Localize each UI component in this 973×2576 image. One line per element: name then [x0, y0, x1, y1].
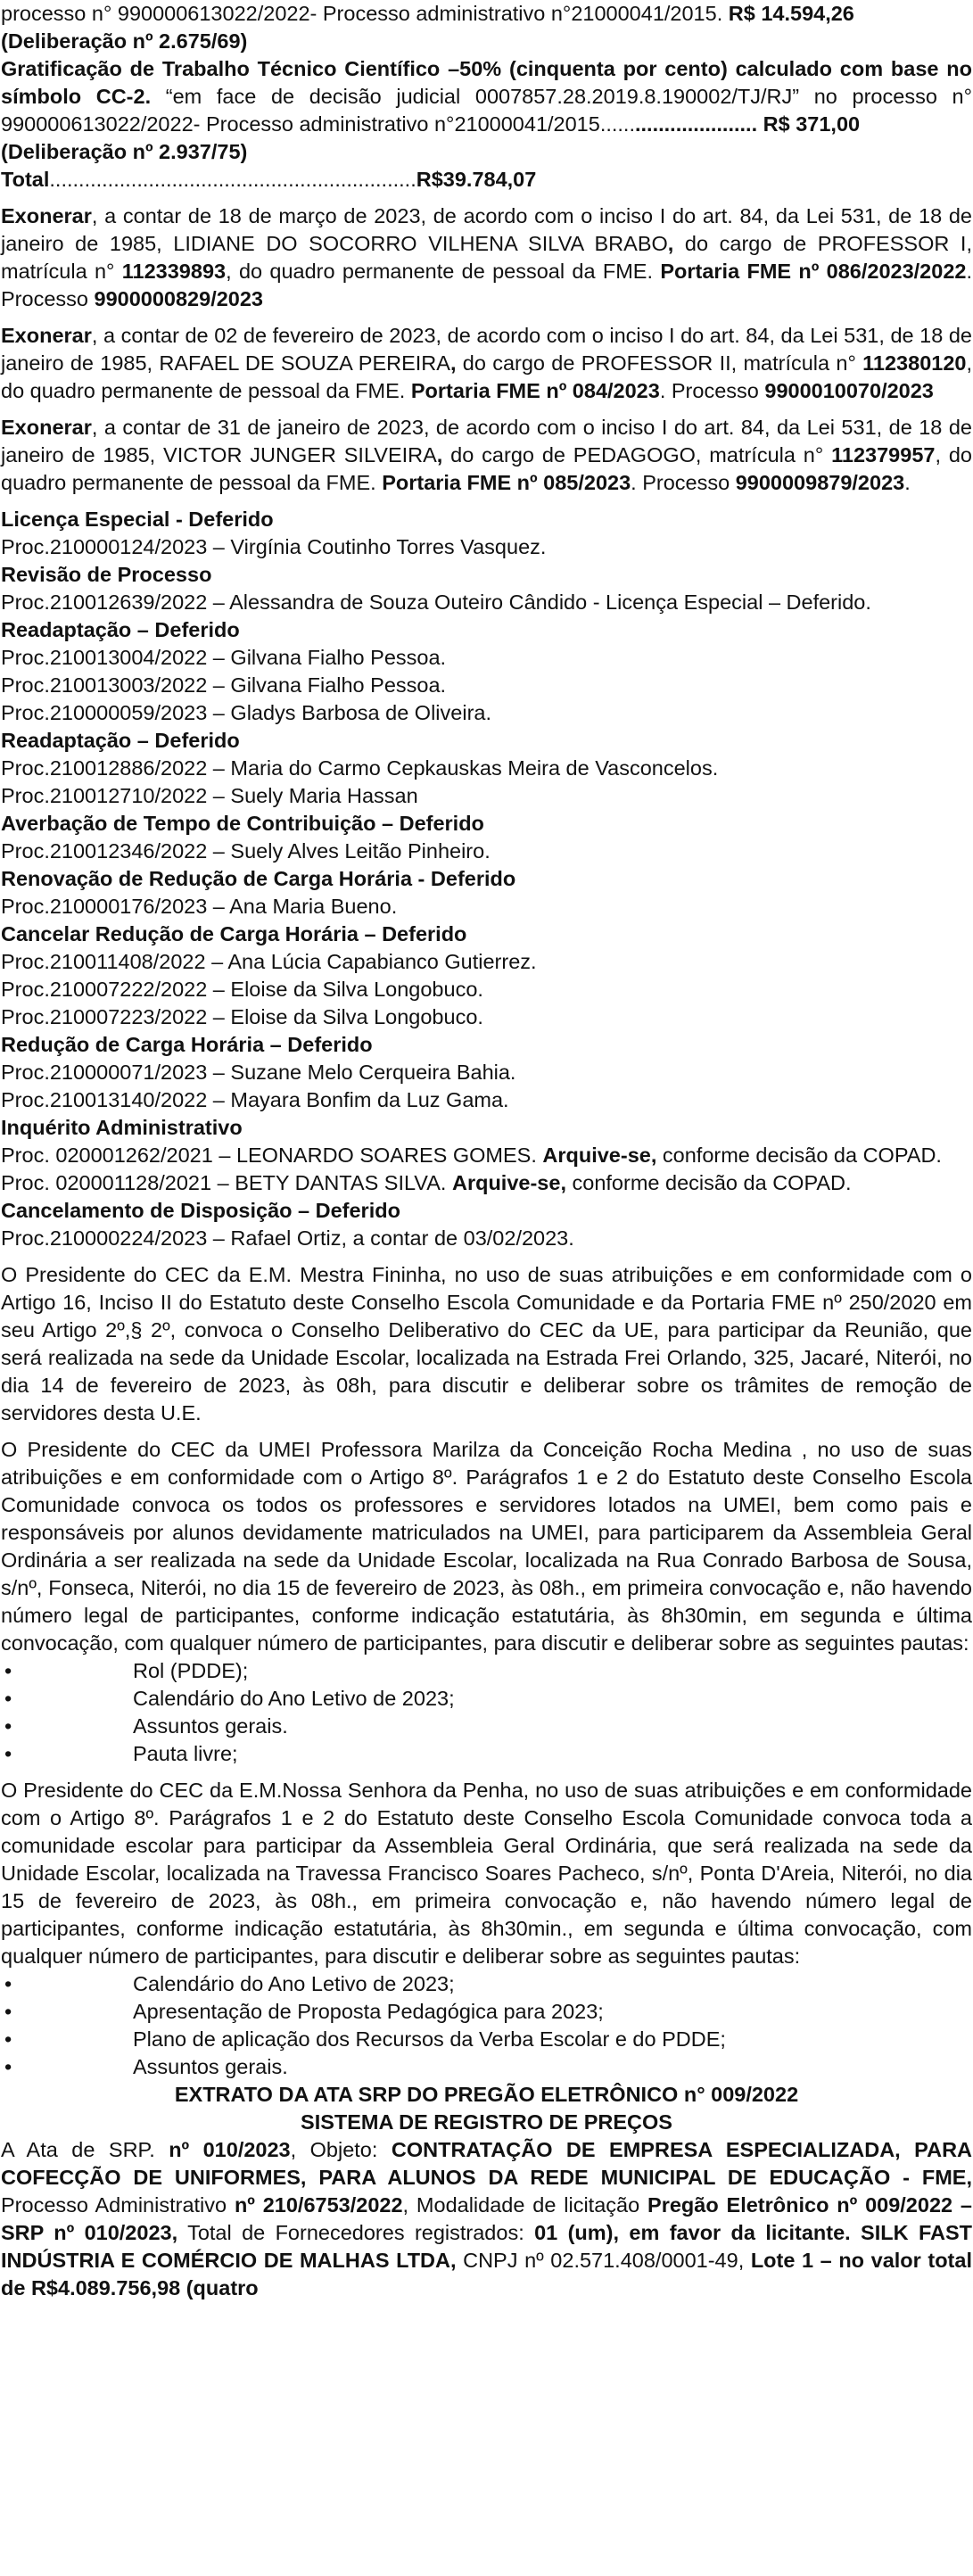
agenda-item: • Pauta livre;: [1, 1740, 972, 1768]
section-title-disposicao: Cancelamento de Disposição – Deferido: [1, 1199, 400, 1222]
paragraph-cec-penha: [1, 1777, 972, 2081]
lot: Lote 1: [750, 2249, 814, 2272]
list-item: Proc.210012346/2022 – Suely Alves Leitão Pinheiro.: [1, 839, 491, 863]
extrato-title: EXTRATO DA ATA SRP DO PREGÃO ELETRÔNICO n° 009/2022: [174, 2083, 799, 2106]
text-run: , do quadro permanente de pessoal da FME.: [1, 351, 973, 402]
text-run: do cargo de PROFESSOR II, matrícula n°: [456, 351, 863, 375]
list-item: Proc.210012639/2022 – Alessandra de Souza Outeiro Cândido - Licença Especial – Deferido.: [1, 590, 871, 614]
text-run: Proc. 020001128/2021 – BETY DANTAS SILVA.: [1, 1171, 452, 1194]
process-number: 9900000829/2023: [94, 287, 264, 310]
text-run: A Ata de SRP.: [1, 2138, 169, 2161]
text-run: “em face de decisão judicial 0007857.28.2019.8.190002/TJ/RJ” no processo n° 990000613022/2022- Processo administrativo n°21000041/2015......: [1, 85, 973, 136]
section-list: [1, 506, 972, 1252]
verb: Exonerar: [1, 204, 92, 227]
section-title-renovacao: Renovação de Redução de Carga Horária - Deferido: [1, 867, 516, 890]
text-run: , do quadro permanente de pessoal da FME.: [1, 443, 972, 494]
text-run: do cargo de PROFESSOR I, matrícula n°: [1, 232, 972, 283]
list-item: Proc.210012886/2022 – Maria do Carmo Cepkauskas Meira de Vasconcelos.: [1, 756, 719, 780]
text-run: do cargo de PEDAGOGO, matrícula n°: [442, 443, 832, 466]
list-item: Proc.210013140/2022 – Mayara Bonfim da Luz Gama.: [1, 1088, 509, 1111]
ata-number: nº 010/2023: [169, 2138, 291, 2161]
verb: Exonerar: [1, 324, 92, 347]
portaria-ref: Portaria FME nº 085/2023: [382, 471, 631, 494]
text-run: , Objeto:: [290, 2138, 392, 2161]
list-item: Proc.210013004/2022 – Gilvana Fialho Pessoa.: [1, 646, 447, 669]
text-run: , do quadro permanente de pessoal da FME.: [226, 260, 661, 283]
process-number: 9900010070/2023: [764, 379, 934, 402]
punct: ,: [436, 443, 443, 466]
text-run: . Processo: [659, 379, 765, 402]
text-run: conforme decisão da COPAD.: [565, 1171, 852, 1194]
registration-number: 112380120: [862, 351, 967, 375]
agenda-item: • Assuntos gerais.: [1, 1713, 972, 1740]
list-item: [1, 1169, 972, 1197]
registration-number: 112379957: [831, 443, 936, 466]
text-run: , a contar de 31 de janeiro de 2023, de acordo com o inciso I do art. 84, da Lei 531, de 18 de janeiro de 1985, VICTOR JUNGER SILVEIRA: [1, 416, 972, 466]
paragraph-exoneracao-3: [1, 414, 972, 497]
verb: Exonerar: [1, 416, 92, 439]
list-item: Proc.210000224/2023 – Rafael Ortiz, a contar de 03/02/2023.: [1, 1226, 574, 1250]
paragraph-exoneracao-1: [1, 202, 972, 313]
list-item: Proc.210000059/2023 – Gladys Barbosa de Oliveira.: [1, 701, 491, 724]
text-run: Proc. 020001262/2021 – LEONARDO SOARES GOMES.: [1, 1144, 543, 1167]
paragraph-extrato: [1, 2136, 972, 2302]
list-item: Proc.210000176/2023 – Ana Maria Bueno.: [1, 895, 398, 918]
deliberation-ref: (Deliberação nº 2.675/69): [1, 29, 248, 53]
section-title-reducao: Redução de Carga Horária – Deferido: [1, 1033, 373, 1056]
list-item: Proc.210013003/2022 – Gilvana Fialho Pessoa.: [1, 673, 447, 697]
portaria-ref: Portaria FME nº 084/2023: [410, 379, 660, 402]
list-item: Proc.210007222/2022 – Eloise da Silva Longobuco.: [1, 978, 483, 1001]
punct: ,: [449, 351, 457, 375]
paragraph-cec-umei: [1, 1436, 972, 1768]
portaria-ref: Portaria FME nº 086/2023/2022: [660, 260, 967, 283]
paragraph-exoneracao-2: [1, 322, 972, 405]
process-number: nº 210/6753/2022: [234, 2193, 403, 2217]
total-dots: ...............................................................: [49, 168, 416, 191]
object-description: CONTRATAÇÃO DE EMPRESA ESPECIALIZADA, PARA COFECÇÃO DE UNIFORMES, PARA ALUNOS DA REDE MUNICIPAL DE EDUCAÇÃO - FME,: [1, 2138, 973, 2189]
supplier: 01 (um), em favor da licitante. SILK FAST INDÚSTRIA E COMÉRCIO DE MALHAS LTDA,: [1, 2221, 973, 2272]
text-run: Total de Fornecedores registrados:: [177, 2221, 535, 2244]
total-label: Total: [1, 168, 50, 191]
paragraph-gratificacao-continuation: [1, 0, 972, 55]
deliberation-ref: (Deliberação nº 2.937/75): [1, 140, 248, 163]
list-item: Proc.210011408/2022 – Ana Lúcia Capabianco Gutierrez.: [1, 950, 537, 973]
section-title-readaptacao-2: Readaptação – Deferido: [1, 729, 240, 752]
list-item: Proc.210000124/2023 – Virgínia Coutinho Torres Vasquez.: [1, 535, 547, 558]
agenda-item: • Rol (PDDE);: [1, 1657, 972, 1685]
lot-value: – no valor total de R$4.089.756,98 (quatro: [1, 2249, 972, 2299]
list-item: Proc.210007223/2022 – Eloise da Silva Longobuco.: [1, 1005, 483, 1028]
text-run: .: [904, 471, 911, 494]
agenda-list: [1, 1657, 972, 1768]
process-number: 9900009879/2023: [735, 471, 905, 494]
section-title-licenca: Licença Especial - Deferido: [1, 508, 274, 531]
decision: Arquive-se,: [542, 1144, 657, 1167]
punct: ,: [667, 232, 674, 255]
agenda-item: • Plano de aplicação dos Recursos da Verba Escolar e do PDDE;: [1, 2026, 972, 2053]
text-run: processo n° 990000613022/2022- Processo administrativo n°21000041/2015.: [1, 2, 729, 25]
agenda-list: [1, 1970, 972, 2081]
total-value: R$39.784,07: [416, 168, 537, 191]
text-run: , a contar de 18 de março de 2023, de acordo com o inciso I do art. 84, da Lei 531, de 18 de janeiro de 1985, LIDIANE DO SOCORRO VILHENA SILVA BRABO: [1, 204, 972, 255]
agenda-item: • Assuntos gerais.: [1, 2053, 972, 2081]
paragraph-gratificacao-tecnico: [1, 55, 972, 194]
list-item: Proc.210000071/2023 – Suzane Melo Cerqueira Bahia.: [1, 1061, 516, 1084]
decision: Arquive-se,: [451, 1171, 566, 1194]
paragraph-cec-mestra-fininha: O Presidente do CEC da E.M. Mestra Fininha, no uso de suas atribuições e em conformidade com o Artigo 16, Inciso II do Estatuto deste Conselho Escola Comunidade e da Portaria FME nº 250/2020 em seu Artigo 2º,§ 2º, convoca o Conselho Deliberativo do CEC da UE, para participar da Reunião, que será realizada na sede da Unidade Escolar, localizada na Estrada Frei Orlando, 325, Jacaré, Niterói, no dia 14 de fevereiro de 2023, às 08h, para discutir e deliberar sobre os trâmites de remoção de servidores desta U.E.: [1, 1263, 972, 1424]
text-run: [813, 2249, 820, 2272]
text-run: . Processo: [631, 471, 736, 494]
text-run: , Modalidade de licitação: [402, 2193, 648, 2217]
agenda-item: • Calendário do Ano Letivo de 2023;: [1, 1685, 972, 1713]
text-run: CNPJ nº 02.571.408/0001-49,: [456, 2249, 751, 2272]
section-title-readaptacao: Readaptação – Deferido: [1, 618, 240, 641]
section-title-averbacao: Averbação de Tempo de Contribuição – Deferido: [1, 812, 484, 835]
agenda-item: • Apresentação de Proposta Pedagógica para 2023;: [1, 1998, 972, 2026]
value-amount: R$ 14.594,26: [728, 2, 854, 25]
section-title-cancelar: Cancelar Redução de Carga Horária – Deferido: [1, 922, 467, 945]
list-item: [1, 1142, 972, 1169]
registration-number: 112339893: [121, 260, 227, 283]
cec-penha-text: O Presidente do CEC da E.M.Nossa Senhora da Penha, no uso de suas atribuições e em conformidade com o Artigo 8º. Parágrafos 1 e 2 do Estatuto deste Conselho Escola Comunidade convoca toda a comunidade escolar para participar da Assembleia Geral Ordinária, que será realizada na sede da Unidade Escolar, localizada na Travessa Francisco Soares Pacheco, s/nº, Ponta D'Areia, Niterói, no dia 15 de fevereiro de 2023, às 08h., em primeira convocação e, não havendo número legal de participantes, conforme indicação estatutária, às 8h30min., em segunda e última convocação, com qualquer número de participantes, para discutir e deliberar sobre as seguintes pautas:: [1, 1779, 972, 1968]
text-run: Processo Administrativo: [1, 2193, 235, 2217]
cec-umei-text: O Presidente do CEC da UMEI Professora Marilza da Conceição Rocha Medina , no uso de suas atribuições e em conformidade com o Artigo 8º. Parágrafos 1 e 2 do Estatuto deste Conselho Escola Comunidade convoca os todos os professores e servidores lotados na UMEI, bem como pais e responsáveis por alunos devidamente matriculados na UMEI, para participarem da Assembleia Geral Ordinária a ser realizada na sede da Unidade Escolar, localizada na Rua Conrado Barbosa de Sousa, s/nº, Fonseca, Niterói, no dia 15 de fevereiro de 2023, às 08h., em primeira convocação e, não havendo número legal de participantes, conforme indicação estatutária, às 8h30min, em segunda e última convocação, com qualquer número de participantes, para discutir e deliberar sobre as seguintes pautas:: [1, 1438, 972, 1655]
agenda-item: • Calendário do Ano Letivo de 2023;: [1, 1970, 972, 1998]
gratification-title: Gratificação de Trabalho Técnico Científico –50% (cinquenta por cento) calculado com base no símbolo CC-2.: [1, 57, 972, 108]
text-run: . Processo: [1, 260, 972, 310]
value-amount: ..................... R$ 371,00: [635, 112, 861, 136]
section-title-inquerito: Inquérito Administrativo: [1, 1116, 243, 1139]
section-title-revisao: Revisão de Processo: [1, 563, 212, 586]
extrato-subtitle: SISTEMA DE REGISTRO DE PREÇOS: [301, 2110, 672, 2134]
text-run: , a contar de 02 de fevereiro de 2023, de acordo com o inciso I do art. 84, da Lei 531, de 18 de janeiro de 1985, RAFAEL DE SOUZA PEREIRA: [1, 324, 972, 375]
list-item: Proc.210012710/2022 – Suely Maria Hassan: [1, 784, 418, 807]
pregao-ref: Pregão Eletrônico nº 009/2022 – SRP nº 010/2023,: [1, 2193, 972, 2244]
text-run: conforme decisão da COPAD.: [656, 1144, 942, 1167]
